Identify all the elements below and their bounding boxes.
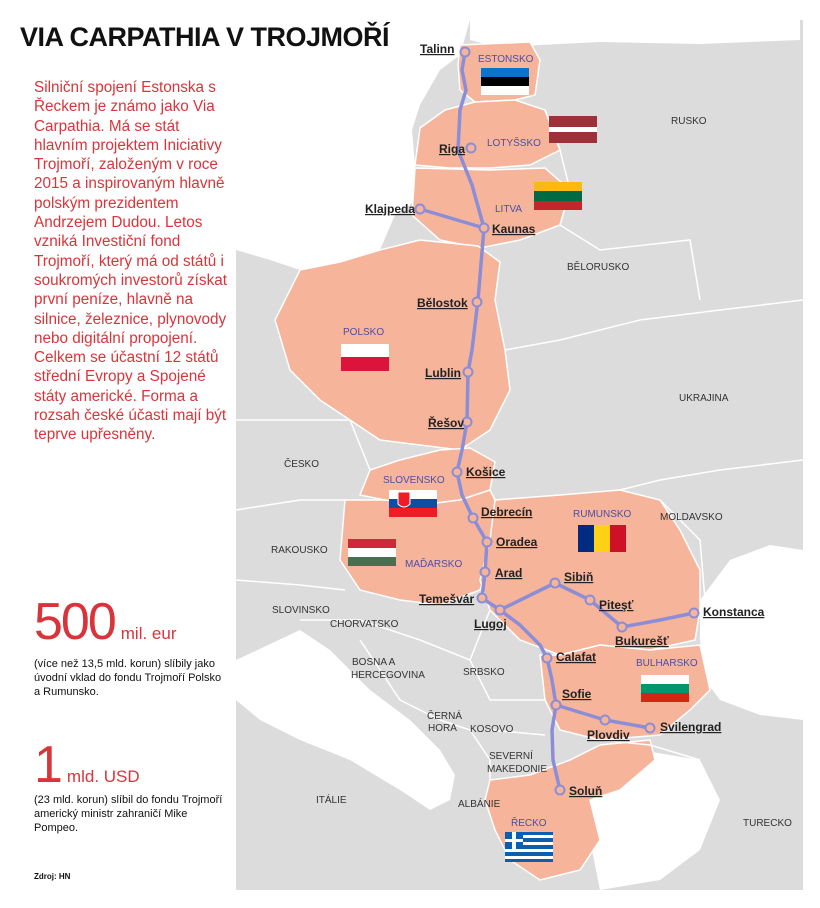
country-label: RAKOUSKO bbox=[271, 545, 328, 556]
city-node bbox=[483, 538, 492, 547]
city-label: Calafat bbox=[556, 650, 597, 664]
city-node bbox=[467, 144, 476, 153]
country-label: KOSOVO bbox=[470, 724, 514, 735]
country-label: CHORVATSKO bbox=[330, 619, 399, 630]
country-label: RUSKO bbox=[671, 116, 707, 127]
country-label: MAKEDONIE bbox=[487, 764, 548, 775]
city-label: Piteşť bbox=[599, 598, 634, 612]
country-label: BĚLORUSKO bbox=[567, 262, 630, 273]
city-label: Bělostok bbox=[417, 296, 468, 310]
city-node bbox=[481, 568, 490, 577]
country-label: ČESKO bbox=[284, 459, 320, 470]
city-label: Arad bbox=[495, 566, 523, 580]
stat-number: 1 bbox=[34, 736, 61, 794]
country-label: ITÁLIE bbox=[316, 795, 347, 806]
stat-note: (23 mld. korun) slíbil do fondu Trojmoří americký ministr zahraničí Mike Pompeo. bbox=[34, 794, 223, 834]
country-label: LOTYŠSKO bbox=[487, 138, 541, 149]
country-label: SLOVENSKO bbox=[383, 475, 445, 486]
flag-slovakia bbox=[389, 490, 437, 517]
city-label: Sofie bbox=[562, 687, 592, 701]
flag-bulgaria bbox=[641, 675, 689, 702]
city-label: Oradea bbox=[496, 535, 538, 549]
city-node bbox=[618, 623, 627, 632]
city-label: Riga bbox=[439, 142, 466, 156]
city-label: Konstanca bbox=[703, 605, 765, 619]
country-label: ESTONSKO bbox=[478, 54, 534, 65]
country-label: MOLDAVSKO bbox=[660, 512, 723, 523]
city-node bbox=[461, 48, 470, 57]
city-node bbox=[543, 654, 552, 663]
stat-500 bbox=[34, 592, 177, 652]
country-label: HERCEGOVINA bbox=[351, 670, 425, 681]
stat-number: 500 bbox=[34, 593, 115, 651]
city-node bbox=[469, 514, 478, 523]
stat-unit: mil. eur bbox=[120, 624, 177, 643]
city-node bbox=[480, 224, 489, 233]
flag-poland bbox=[341, 344, 389, 371]
city-node bbox=[586, 596, 595, 605]
city-node bbox=[478, 594, 487, 603]
country-label: POLSKO bbox=[343, 327, 385, 338]
city-label: Sibiň bbox=[564, 570, 594, 584]
city-node bbox=[690, 609, 699, 618]
country-label: TURECKO bbox=[743, 818, 792, 829]
city-label: Košice bbox=[466, 465, 506, 479]
stat-note: (více než 13,5 mld. korun) slíbily jako úvodní vklad do fondu Trojmoří Polsko a Rumunsko. bbox=[34, 658, 222, 698]
country-label: UKRAJINA bbox=[679, 393, 729, 404]
country-label: BULHARSKO bbox=[636, 658, 698, 669]
city-node bbox=[496, 606, 505, 615]
intro-text: Silniční spojení Estonska s Řeckem je známo jako Via Carpathia. Má se stát hlavním projektem Iniciativy Trojmoří, založeným v roce 2015 a inspirovaným hlavně polským prezidentem Andrzejem Dudou. Letos vzniká Investiční fond Trojmoří, který má od států i soukromých investorů získat první peníze, hlavně na silnice, železnice, plynovody nebo digitální propojení. Celkem se účastní 12 států střední Evropy a Spojené státy americké. Forma a rozsah české účasti mají být teprve upřesněny. bbox=[34, 79, 227, 444]
country-label: LITVA bbox=[495, 204, 523, 215]
city-node bbox=[646, 724, 655, 733]
city-label: Kaunas bbox=[492, 222, 536, 236]
stat-1 bbox=[34, 735, 140, 795]
flag-greece bbox=[505, 832, 553, 862]
city-node bbox=[551, 579, 560, 588]
country-label: SLOVINSKO bbox=[272, 605, 330, 616]
stat-unit: mld. USD bbox=[66, 767, 140, 786]
flag-lithuania bbox=[534, 182, 582, 210]
source-note: Zdroj: HN bbox=[34, 872, 71, 881]
flag-estonia bbox=[481, 68, 529, 95]
city-label: Klajpeda bbox=[365, 202, 416, 216]
city-label: Plovdiv bbox=[587, 728, 630, 742]
country-label: ČERNÁ bbox=[427, 711, 463, 722]
city-node bbox=[552, 701, 561, 710]
country-label: MAĎARSKO bbox=[405, 559, 463, 570]
city-label: Talinn bbox=[420, 42, 455, 56]
city-label: Debrecín bbox=[481, 505, 533, 519]
city-node bbox=[601, 716, 610, 725]
country-label: SRBSKO bbox=[463, 667, 505, 678]
city-label: Svilengrad bbox=[660, 720, 722, 734]
city-label: Soluň bbox=[569, 784, 603, 798]
flag-latvia bbox=[549, 116, 597, 143]
flag-romania bbox=[578, 525, 626, 552]
page-title: VIA CARPATHIA V TROJMOŘÍ bbox=[20, 22, 390, 52]
city-node bbox=[416, 205, 425, 214]
country-label: ALBÁNIE bbox=[458, 799, 501, 810]
city-node bbox=[556, 786, 565, 795]
country-label: RUMUNSKO bbox=[573, 509, 632, 520]
city-label: Řešov bbox=[428, 416, 465, 430]
city-label: Lublin bbox=[425, 366, 461, 380]
city-node bbox=[464, 368, 473, 377]
city-node bbox=[453, 468, 462, 477]
city-label: Temešvár bbox=[419, 592, 475, 606]
country-label: HORA bbox=[428, 723, 457, 734]
city-label: Bukurešť bbox=[615, 634, 669, 648]
city-node bbox=[473, 298, 482, 307]
country-label: BOSNA A bbox=[352, 657, 396, 668]
city-label: Lugoj bbox=[474, 617, 507, 631]
country-label: ŘECKO bbox=[511, 818, 547, 829]
flag-hungary bbox=[348, 539, 396, 566]
country-label: SEVERNÍ bbox=[489, 751, 533, 762]
